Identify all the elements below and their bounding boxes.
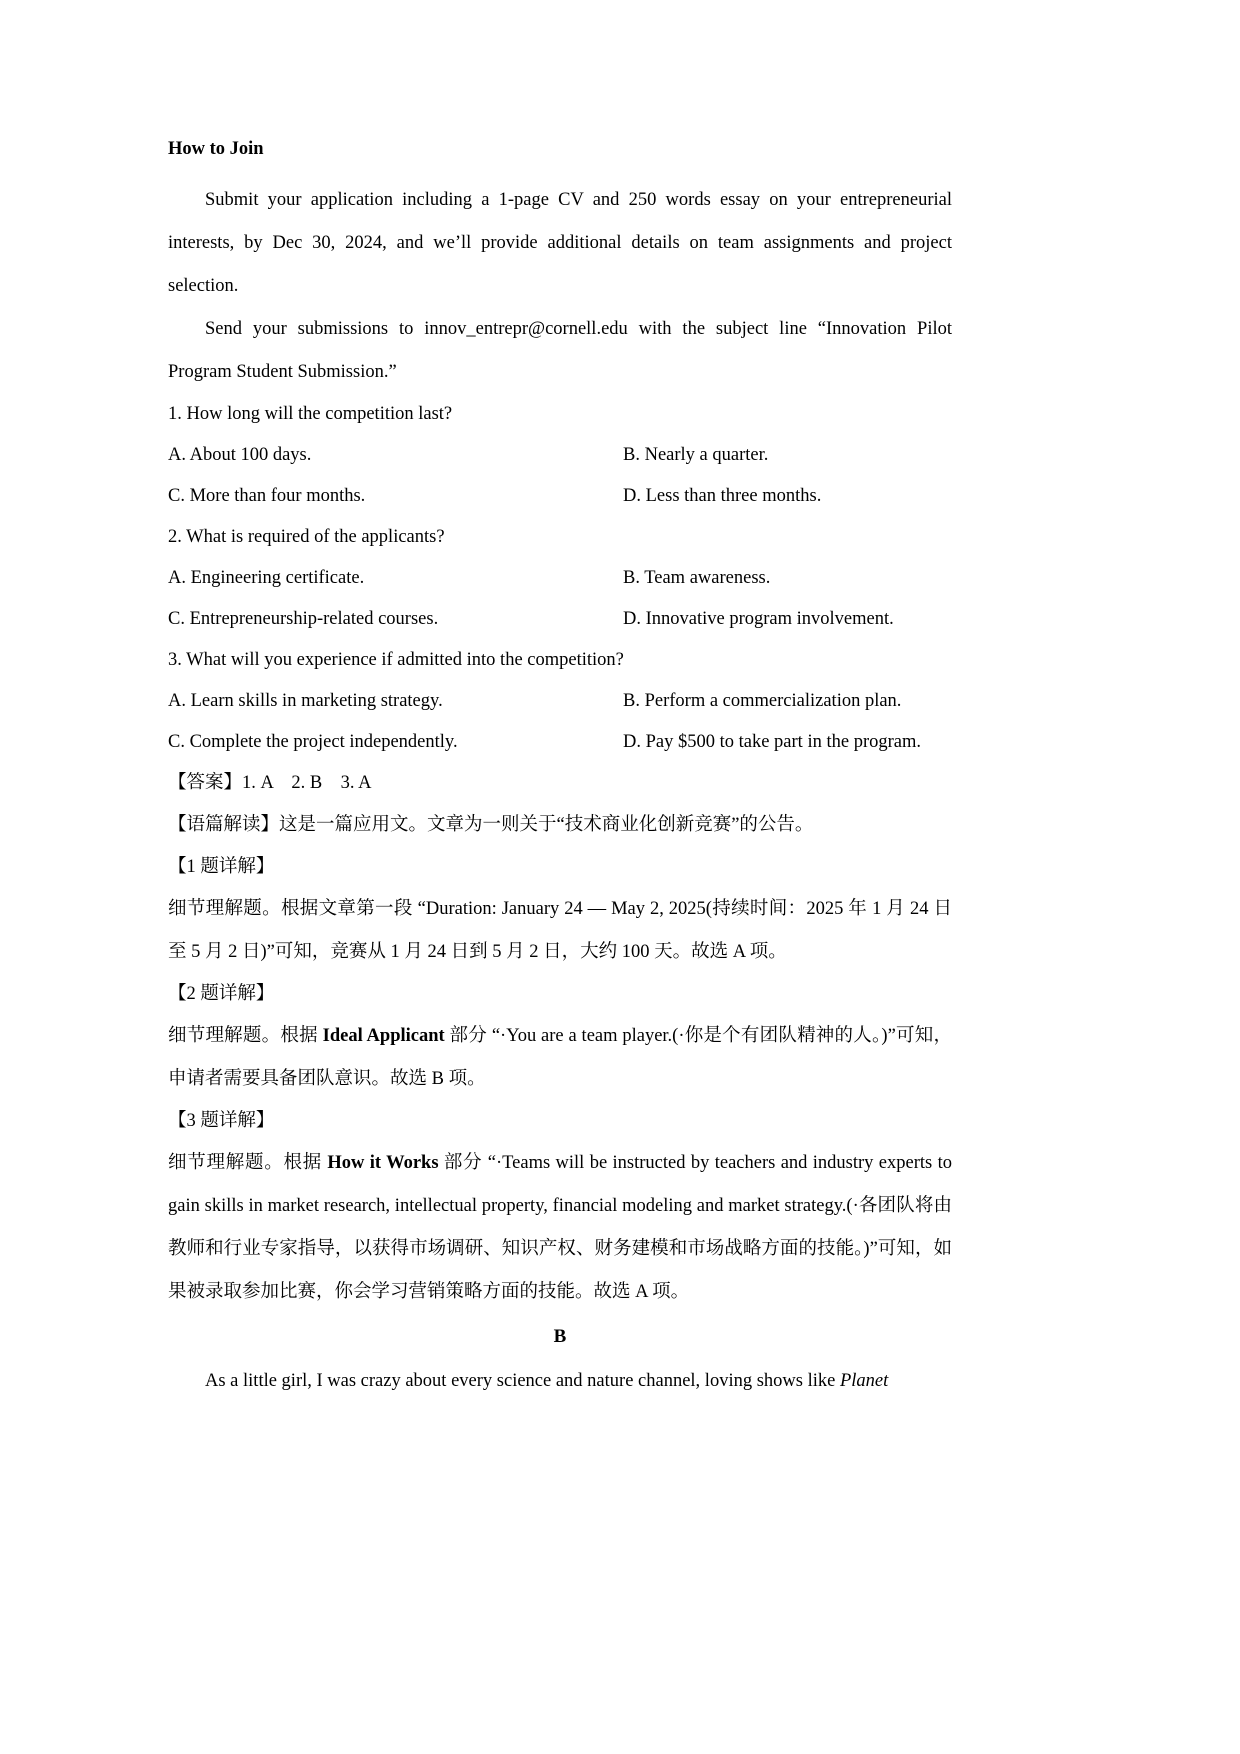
explanation-1-heading: 【1 题详解】 (168, 856, 275, 877)
explanation-3-bold-term: How it Works (327, 1152, 439, 1173)
explanation-3-prefix: 细节理解题。根据 (168, 1152, 328, 1173)
document-page (168, 140, 952, 1403)
passage-analysis: 【语篇解读】这是一篇应用文。文章为一则关于“技术商业化创新竞赛”的公告。 (168, 814, 814, 835)
question-1-option-b[interactable]: B. Nearly a quarter. (623, 444, 769, 465)
paragraph-send-submissions: Send your submissions to innov_entrepr@cornell.edu with the subject line “Innovation Pilot Program Student Submission.” (168, 318, 952, 382)
explanation-2-heading: 【2 题详解】 (168, 983, 275, 1004)
question-3-stem: 3. What will you experience if admitted into the competition? (168, 649, 624, 670)
question-1-options-row-2 (168, 476, 952, 517)
question-2-options-row-2 (168, 599, 952, 640)
explanation-1-body (168, 888, 952, 974)
question-1-stem: 1. How long will the competition last? (168, 403, 453, 424)
question-1-option-d[interactable]: D. Less than three months. (623, 485, 822, 506)
question-3-options-row-1 (168, 681, 952, 722)
explanation-2-prefix: 细节理解题。根据 (168, 1025, 323, 1046)
question-3-options-row-2 (168, 722, 952, 763)
paragraph-submit-application: Submit your application including a 1-page CV and 250 words essay on your entrepreneurial interests, by Dec 30, 2024, and we’ll provide additional details on team assignments and project selection. (168, 189, 952, 296)
explanation-3-heading: 【3 题详解】 (168, 1110, 275, 1131)
section-b-show-title: Planet (839, 1370, 889, 1391)
question-3-option-b[interactable]: B. Perform a commercialization plan. (623, 690, 902, 711)
question-2-stem: 2. What is required of the applicants? (168, 526, 445, 547)
question-2-options-row-1 (168, 558, 952, 599)
question-2-option-d[interactable]: D. Innovative program involvement. (623, 608, 894, 629)
explanation-2-suffix: 部分 “·You are a team player.(·你是个有团队精神的人。)”可知，申请者需要具备团队意识。故选 B 项。 (168, 1025, 952, 1089)
explanation-3-suffix: 部分 “·Teams will be instructed by teachers and industry experts to gain skills in market research, intellectual property, financial modeling and market strategy.(·各团队将由教师和行业专家指导，以获得市场调研、知识产权、财务建模和市场战略方面的技能。)”可知，如果被录取参加比赛，你会学习营销策略方面的技能。故选 A 项。 (168, 1152, 952, 1302)
explanation-2-body (168, 1015, 952, 1101)
explanation-2-bold-term: Ideal Applicant (322, 1025, 445, 1046)
section-b-opening-paragraph (168, 1360, 952, 1403)
question-1-option-a[interactable]: A. About 100 days. (168, 444, 312, 465)
section-label-b: B (553, 1325, 567, 1347)
question-1-options-row-1 (168, 435, 952, 476)
question-2-option-a[interactable]: A. Engineering certificate. (168, 567, 365, 588)
answer-key-line: 【答案】1. A 2. B 3. A (168, 772, 372, 793)
question-1-option-c[interactable]: C. More than four months. (168, 485, 366, 506)
question-2-option-c[interactable]: C. Entrepreneurship-related courses. (168, 608, 439, 629)
question-2-option-b[interactable]: B. Team awareness. (623, 567, 771, 588)
question-3-option-a[interactable]: A. Learn skills in marketing strategy. (168, 690, 443, 711)
section-heading-how-to-join: How to Join (168, 139, 264, 159)
explanation-3-body (168, 1142, 952, 1314)
question-3-option-d[interactable]: D. Pay $500 to take part in the program. (623, 731, 921, 752)
explanation-1-text: 细节理解题。根据文章第一段 “Duration: January 24 — May 2, 2025(持续时间：2025 年 1 月 24 日至 5 月 2 日)”可知，竞赛从 1 月 24 日到 5 月 2 日，大约 100 天。故选 A 项。 (168, 898, 952, 962)
section-b-opening-text: As a little girl, I was crazy about every science and nature channel, loving shows like (205, 1370, 840, 1391)
question-3-option-c[interactable]: C. Complete the project independently. (168, 731, 458, 752)
